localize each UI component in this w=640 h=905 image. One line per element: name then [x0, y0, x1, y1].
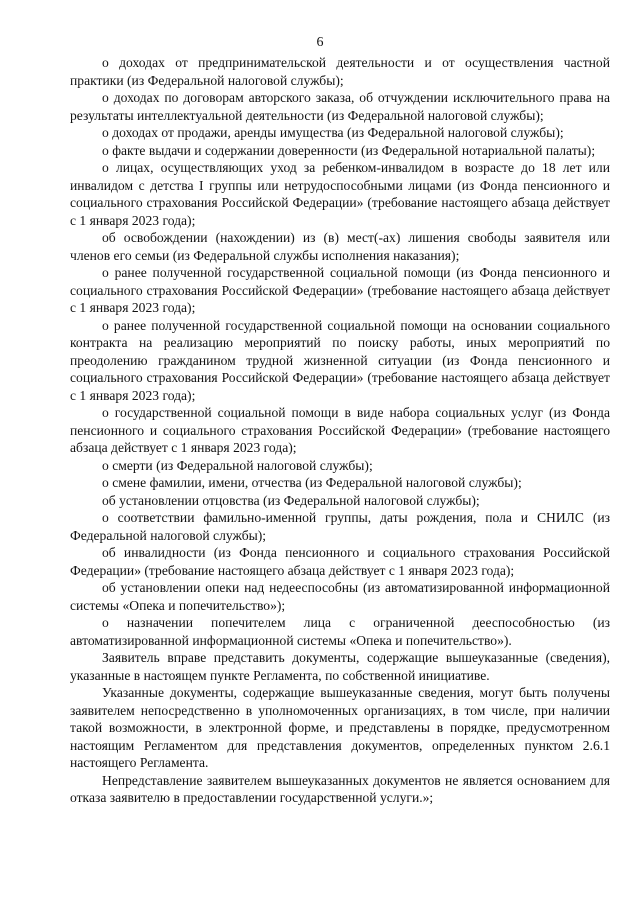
paragraph: о государственной социальной помощи в виде набора социальных услуг (из Фонда пенсионного и социального страхования Российской Федерации» (требование настоящего абзаца действует с 1 января 2023 года); [70, 405, 610, 455]
paragraph: об установлении отцовства (из Федеральной налоговой службы); [102, 492, 480, 508]
page-number: 6 [316, 35, 324, 50]
document-body [70, 54, 610, 807]
paragraph: о доходах от предпринимательской деятельности и от осуществления частной практики (из Федеральной налоговой службы); [70, 55, 610, 88]
paragraph: о доходах по договорам авторского заказа, об отчуждении исключительного права на результаты интеллектуальной деятельности (из Федеральной налоговой службы); [70, 90, 610, 123]
paragraph: Непредставление заявителем вышеуказанных документов не является основанием для отказа заявителю в предоставлении государственной услуги.»; [70, 772, 610, 805]
paragraph: об освобождении (нахождении) из (в) мест(-ах) лишения свободы заявителя или членов его семьи (из Федеральной службы исполнения наказания); [70, 230, 610, 263]
paragraph: о факте выдачи и содержании доверенности (из Федеральной нотариальной палаты); [102, 142, 596, 158]
paragraph: о соответствии фамильно-именной группы, даты рождения, пола и СНИЛС (из Федеральной налоговой службы); [70, 510, 610, 543]
paragraph: о назначении попечителем лица с ограниченной дееспособностью (из автоматизированной информационной системы «Опека и попечительство»). [70, 615, 610, 648]
paragraph: о смерти (из Федеральной налоговой службы); [102, 457, 373, 473]
paragraph: о ранее полученной государственной социальной помощи на основании социального контракта на реализацию мероприятий по поиску работы, иных мероприятий по преодолению гражданином трудной жизненной ситуации (из Фонда пенсионного и социального страхования Российской Федерации» (требование настоящего абзаца действует с 1 января 2023 года); [70, 317, 610, 403]
paragraph: об инвалидности (из Фонда пенсионного и социального страхования Российской Федерации» (требование настоящего абзаца действует с 1 января 2023 года); [70, 545, 610, 578]
paragraph: Заявитель вправе представить документы, содержащие вышеуказанные (сведения), указанные в настоящем пункте Регламента, по собственной инициативе. [70, 650, 610, 683]
paragraph: об установлении опеки над недееспособны (из автоматизированной информационной системы «Опека и попечительство»); [70, 580, 610, 613]
paragraph: о смене фамилии, имени, отчества (из Федеральной налоговой службы); [102, 475, 522, 490]
paragraph: о лицах, осуществляющих уход за ребенком-инвалидом в возрасте до 18 лет или инвалидом с детства I группы или нетрудоспособными лицами (из Фонда пенсионного и социального страхования Российской Федерации» (требование настоящего абзаца действует с 1 января 2023 года); [70, 160, 610, 228]
paragraph: о доходах от продажи, аренды имущества (из Федеральной налоговой службы); [102, 125, 564, 140]
paragraph: о ранее полученной государственной социальной помощи (из Фонда пенсионного и социального страхования Российской Федерации» (требование настоящего абзаца действует с 1 января 2023 года); [70, 265, 610, 315]
paragraph: Указанные документы, содержащие вышеуказанные сведения, могут быть получены заявителем непосредственно в уполномоченных организациях, в том числе, при наличии такой возможности, в электронной форме, и представлены в порядке, предусмотренном настоящим Регламентом для представления документов, определенных пунктом 2.6.1 настоящего Регламента. [70, 685, 610, 770]
